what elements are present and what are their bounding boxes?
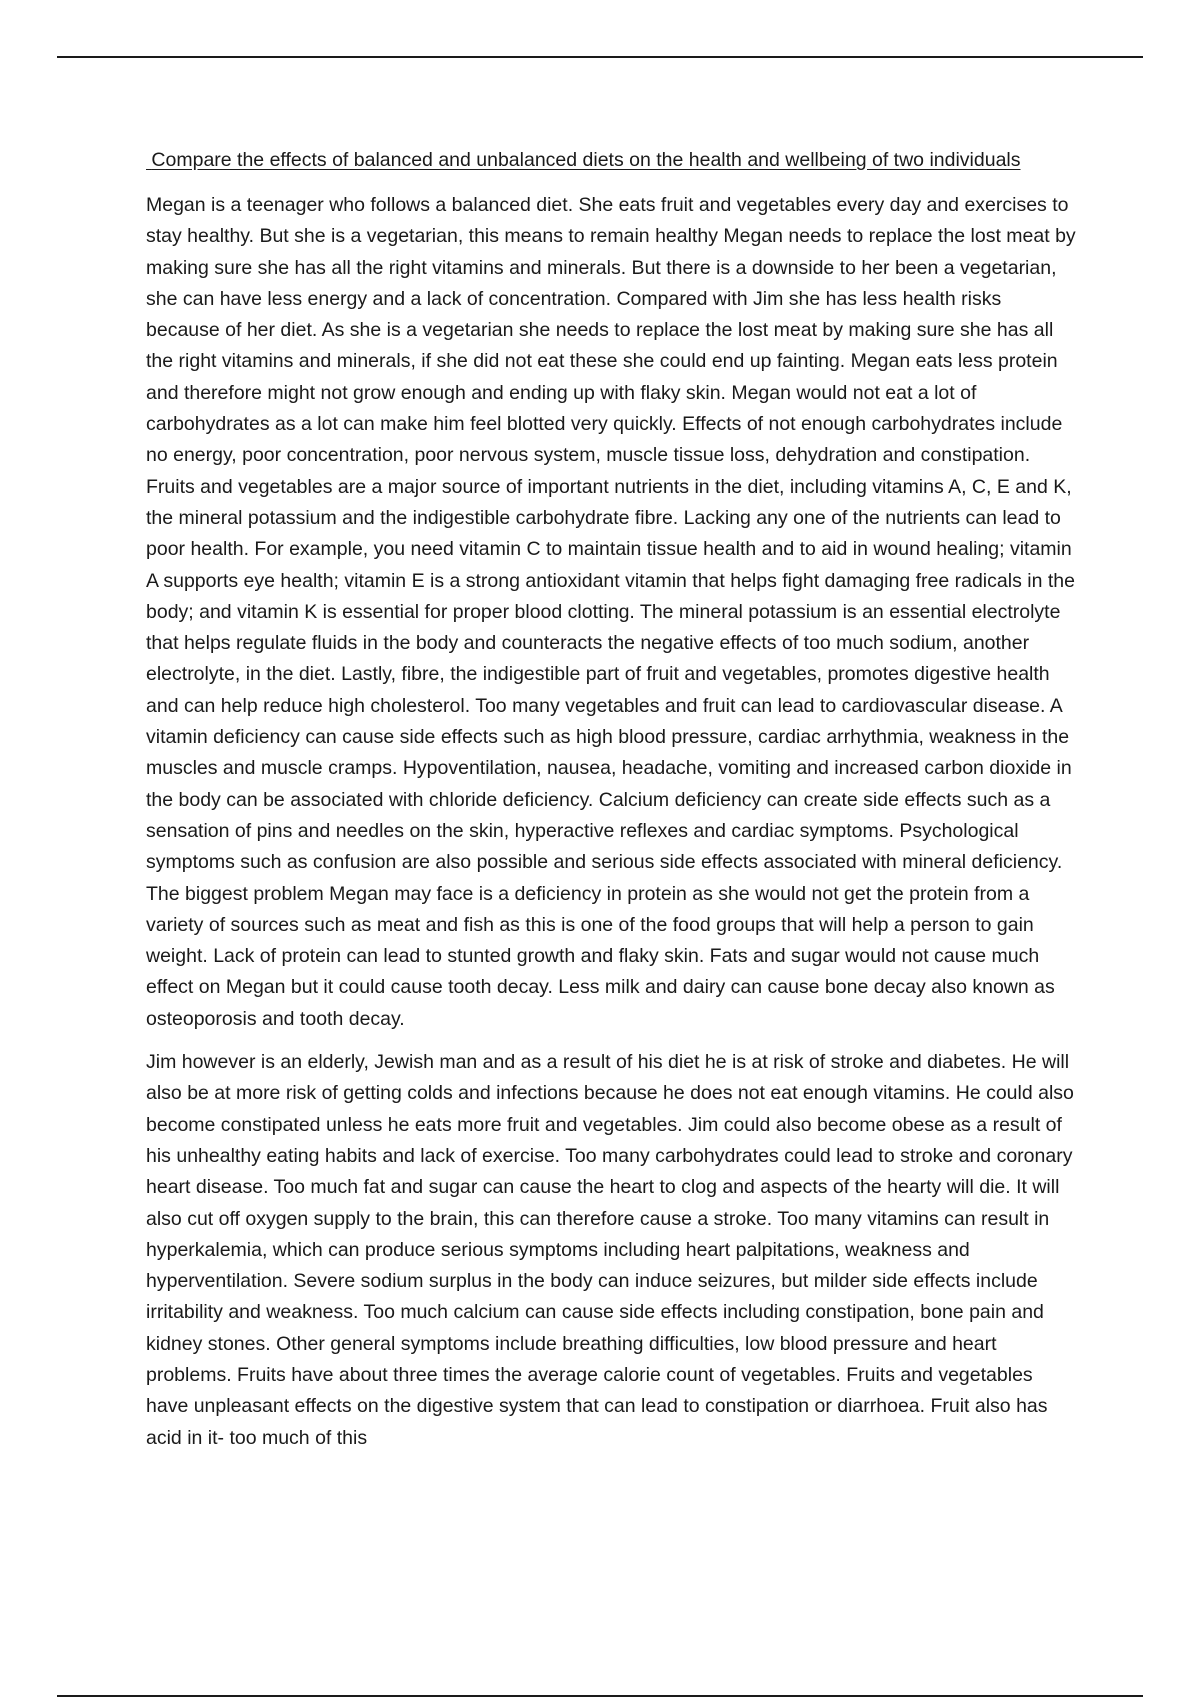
paragraph-jim: Jim however is an elderly, Jewish man and as a result of his diet he is at risk of stroke and diabetes. He will also be at more risk of getting colds and infections because he does not eat enough vitamins. He could also become constipated unless he eats more fruit and vegetables. Jim could also become obese as a result of his unhealthy eating habits and lack of exercise. Too many carbohydrates could lead to stroke and coronary heart disease. Too much fat and sugar can cause the heart to clog and aspects of the hearty will die. It will also cut off oxygen supply to the brain, this can therefore cause a stroke. Too many vitamins can result in hyperkalemia, which can produce serious symptoms including heart palpitations, weakness and hyperventilation. Severe sodium surplus in the body can induce seizures, but milder side effects include irritability and weakness. Too much calcium can cause side effects including constipation, bone pain and kidney stones. Other general symptoms include breathing difficulties, low blood pressure and heart problems. Fruits have about three times the average calorie count of vegetables. Fruits and vegetables have unpleasant effects on the digestive system that can lead to constipation or diarrhoea. Fruit also has acid in it- too much of this: [146, 1051, 1074, 1449]
header-rule: [57, 56, 1143, 58]
essay-title: Compare the effects of balanced and unbalanced diets on the health and wellbeing of two individuals: [146, 149, 1021, 171]
footer-rule: [57, 1695, 1143, 1697]
document-body: [146, 144, 1076, 1454]
paragraph-megan: Megan is a teenager who follows a balanced diet. She eats fruit and vegetables every day and exercises to stay healthy. But she is a vegetarian, this means to remain healthy Megan needs to replace the lost meat by making sure she has all the right vitamins and minerals. But there is a downside to her been a vegetarian, she can have less energy and a lack of concentration. Compared with Jim she has less health risks because of her diet. As she is a vegetarian she needs to replace the lost meat by making sure she has all the right vitamins and minerals, if she did not eat these she could end up fainting. Megan eats less protein and therefore might not grow enough and ending up with flaky skin. Megan would not eat a lot of carbohydrates as a lot can make him feel blotted very quickly. Effects of not enough carbohydrates include no energy, poor concentration, poor nervous system, muscle tissue loss, dehydration and constipation. Fruits and vegetables are a major source of important nutrients in the diet, including vitamins A, C, E and K, the mineral potassium and the indigestible carbohydrate fibre. Lacking any one of the nutrients can lead to poor health. For example, you need vitamin C to maintain tissue health and to aid in wound healing; vitamin A supports eye health; vitamin E is a strong antioxidant vitamin that helps fight damaging free radicals in the body; and vitamin K is essential for proper blood clotting. The mineral potassium is an essential electrolyte that helps regulate fluids in the body and counteracts the negative effects of too much sodium, another electrolyte, in the diet. Lastly, fibre, the indigestible part of fruit and vegetables, promotes digestive health and can help reduce high cholesterol. Too many vegetables and fruit can lead to cardiovascular disease. A vitamin deficiency can cause side effects such as high blood pressure, cardiac arrhythmia, weakness in the muscles and muscle cramps. Hypoventilation, nausea, headache, vomiting and increased carbon dioxide in the body can be associated with chloride deficiency. Calcium deficiency can create side effects such as a sensation of pins and needles on the skin, hyperactive reflexes and cardiac symptoms. Psychological symptoms such as confusion are also possible and serious side effects associated with mineral deficiency. The biggest problem Megan may face is a deficiency in protein as she would not get the protein from a variety of sources such as meat and fish as this is one of the food groups that will help a person to gain weight. Lack of protein can lead to stunted growth and flaky skin. Fats and sugar would not cause much effect on Megan but it could cause tooth decay. Less milk and dairy can cause bone decay also known as osteoporosis and tooth decay.: [146, 194, 1076, 1030]
